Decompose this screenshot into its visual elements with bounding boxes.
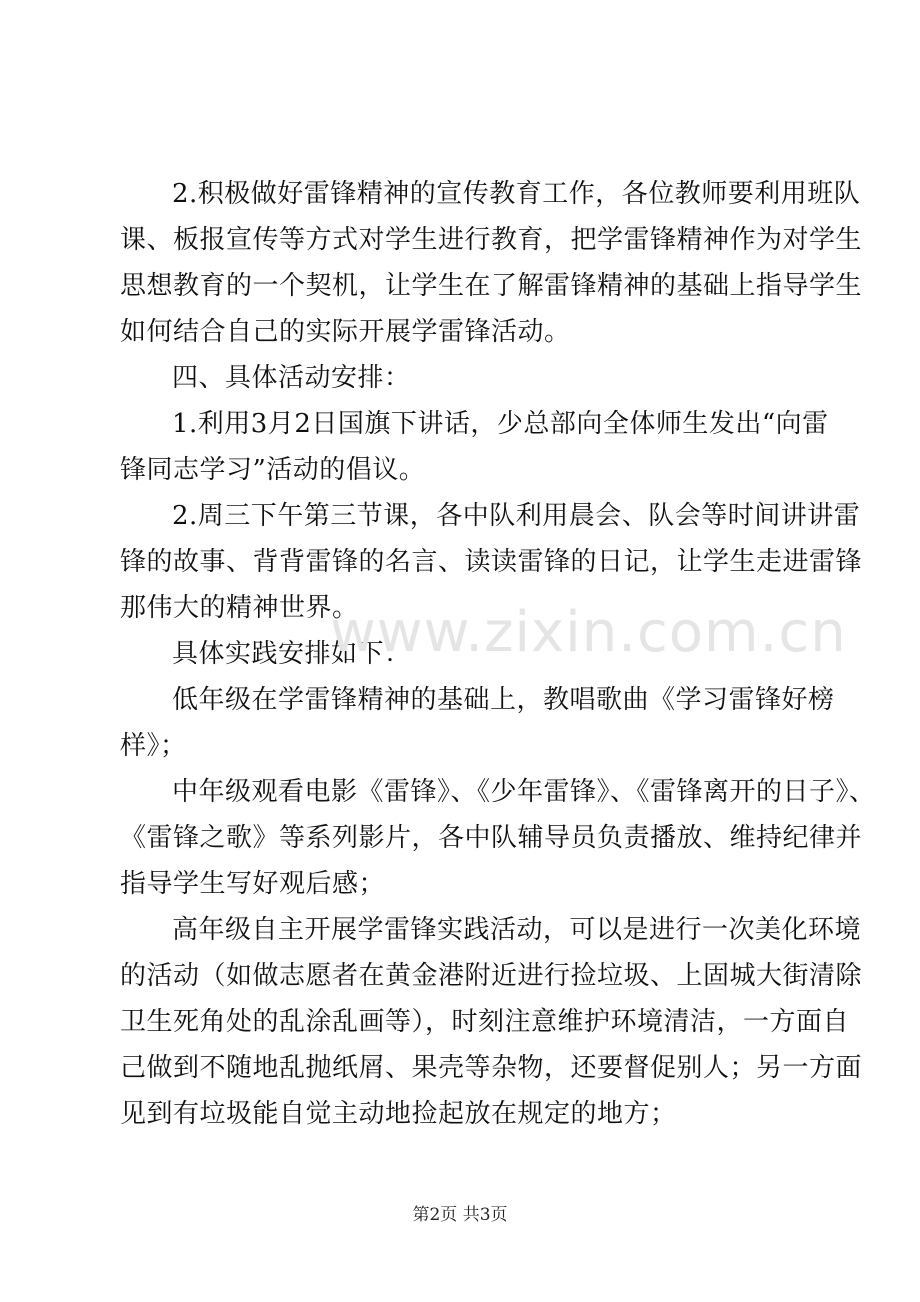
paragraph-line: 指导学生写好观后感； xyxy=(120,869,386,899)
paragraph-line: 课、板报宣传等方式对学生进行教育，把学雷锋精神作为对学生 xyxy=(120,225,863,255)
paragraph-line: 的活动（如做志愿者在黄金港附近进行捡垃圾、上固城大街清除 xyxy=(120,961,863,991)
paragraph-line: 锋同志学习”活动的倡议。 xyxy=(120,455,426,485)
paragraph-line: 具体实践安排如下： xyxy=(172,639,411,669)
paragraph-line: 锋的故事、背背雷锋的名言、读读雷锋的日记，让学生走进雷锋 xyxy=(120,547,863,577)
section-heading: 四、具体活动安排： xyxy=(172,363,411,393)
paragraph-line: 2.周三下午第三节课，各中队利用晨会、队会等时间讲讲雷 xyxy=(172,501,861,531)
paragraph-line: 2.积极做好雷锋精神的宣传教育工作，各位教师要利用班队 xyxy=(172,179,861,209)
paragraph-line: 《雷锋之歌》等系列影片，各中队辅导员负责播放、维持纪律并 xyxy=(120,823,863,853)
paragraph-line: 思想教育的一个契机，让学生在了解雷锋精神的基础上指导学生 xyxy=(120,271,863,301)
page-number-footer: 第2页 共3页 xyxy=(412,1205,508,1225)
paragraph-line: 见到有垃圾能自觉主动地捡起放在规定的地方； xyxy=(120,1099,677,1129)
paragraph-line: 低年级在学雷锋精神的基础上，教唱歌曲《学习雷锋好榜 xyxy=(172,685,835,715)
paragraph-line: 那伟大的精神世界。 xyxy=(120,593,359,623)
paragraph-line: 样》； xyxy=(120,731,187,761)
paragraph-line: 1.利用3月2日国旗下讲话，少总部向全体师生发出“向雷 xyxy=(172,409,829,439)
watermark: www.zixin.com.cn xyxy=(330,600,847,665)
paragraph-line: 卫生死角处的乱涂乱画等），时刻注意维护环境清洁，一方面自 xyxy=(120,1007,850,1037)
paragraph-line: 高年级自主开展学雷锋实践活动，可以是进行一次美化环境 xyxy=(172,915,862,945)
paragraph-line: 己做到不随地乱抛纸屑、果壳等杂物，还要督促别人；另一方面 xyxy=(120,1053,863,1083)
paragraph-line: 如何结合自己的实际开展学雷锋活动。 xyxy=(120,317,571,347)
paragraph-line: 中年级观看电影《雷锋》、《少年雷锋》、《雷锋离开的日子》、 xyxy=(172,777,876,807)
